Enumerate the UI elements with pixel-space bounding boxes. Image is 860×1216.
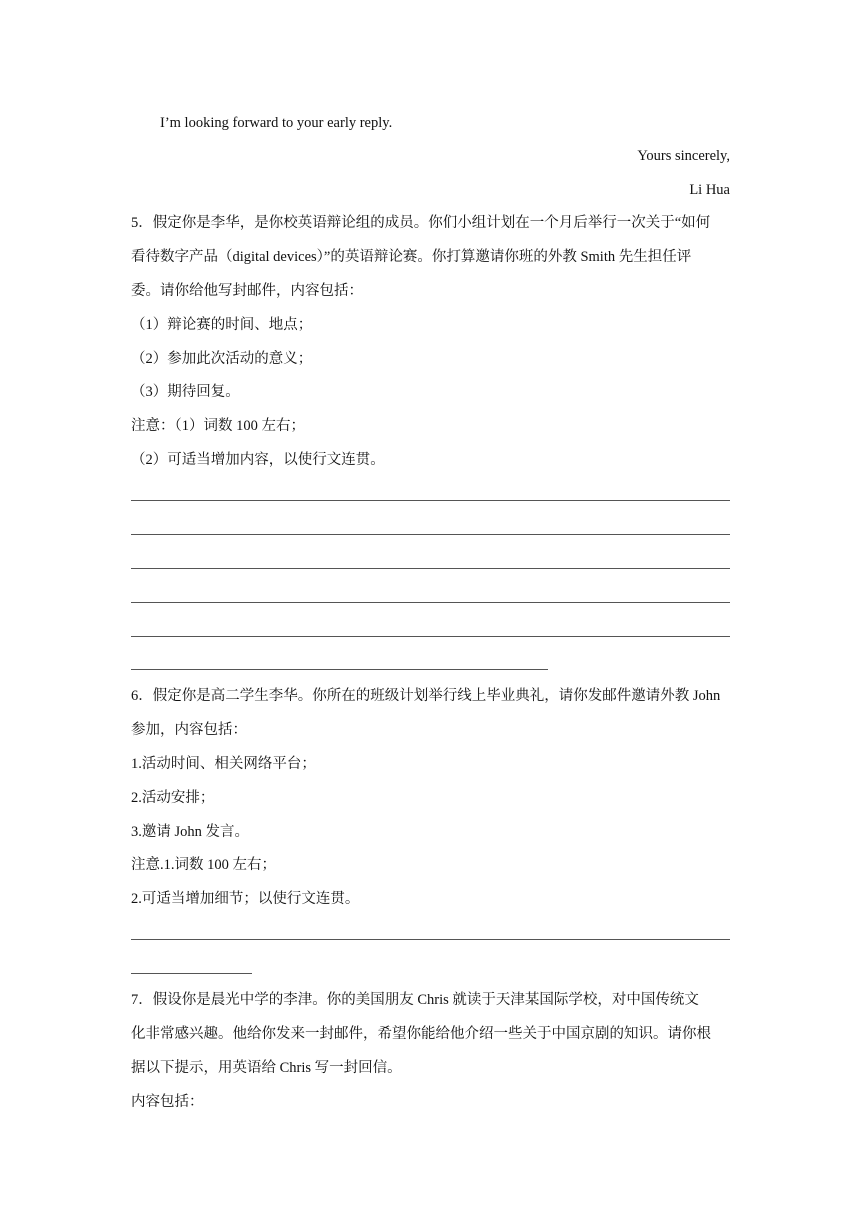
q5-prompt-line-3: 委。请你给他写封邮件，内容包括： <box>131 283 363 299</box>
q7-prompt-line-1: 7．假设你是晨光中学的李津。你的美国朋友 Chris 就读于天津某国际学校，对中国传统文 <box>131 992 699 1008</box>
answer-line <box>131 669 548 670</box>
q7-prompt-line-2: 化非常感兴趣。他给你发来一封邮件，希望你能给他介绍一些关于中国京剧的知识。请你根 <box>131 1026 711 1042</box>
q7-prompt-line-3: 据以下提示，用英语给 Chris 写一封回信。 <box>131 1060 402 1076</box>
q5-note-2: （2）可适当增加内容，以使行文连贯。 <box>131 452 385 468</box>
answer-line <box>131 973 252 974</box>
answer-line <box>131 568 730 569</box>
q6-item-1: 1.活动时间、相关网络平台； <box>131 756 316 772</box>
q6-prompt-line-2: 参加，内容包括： <box>131 722 247 738</box>
q6-item-2: 2.活动安排； <box>131 790 215 806</box>
q5-item-3: （3）期待回复。 <box>131 384 240 400</box>
q5-item-2: （2）参加此次活动的意义； <box>131 351 313 367</box>
sign-off: Yours sincerely, <box>637 148 730 164</box>
answer-line <box>131 534 730 535</box>
q6-note-2: 2.可适当增加细节；以使行文连贯。 <box>131 891 360 907</box>
q7-prompt-line-4: 内容包括： <box>131 1094 204 1110</box>
reply-line: I’m looking forward to your early reply. <box>160 115 393 131</box>
q5-item-1: （1）辩论赛的时间、地点； <box>131 317 313 333</box>
answer-line <box>131 500 730 501</box>
answer-line <box>131 636 730 637</box>
q5-note-1: 注意：（1）词数 100 左右； <box>131 418 305 434</box>
answer-line <box>131 602 730 603</box>
signature: Li Hua <box>689 182 730 198</box>
q6-prompt-line-1: 6．假定你是高二学生李华。你所在的班级计划举行线上毕业典礼，请你发邮件邀请外教 John <box>131 688 721 704</box>
q5-prompt-line-1: 5．假定你是李华，是你校英语辩论组的成员。你们小组计划在一个月后举行一次关于“如何 <box>131 215 711 231</box>
q5-prompt-line-2: 看待数字产品（digital devices）”的英语辩论赛。你打算邀请你班的外教 Smith 先生担任评 <box>131 249 692 265</box>
q6-note-1: 注意.1.词数 100 左右； <box>131 857 276 873</box>
q6-item-3: 3.邀请 John 发言。 <box>131 824 250 840</box>
answer-line <box>131 939 730 940</box>
